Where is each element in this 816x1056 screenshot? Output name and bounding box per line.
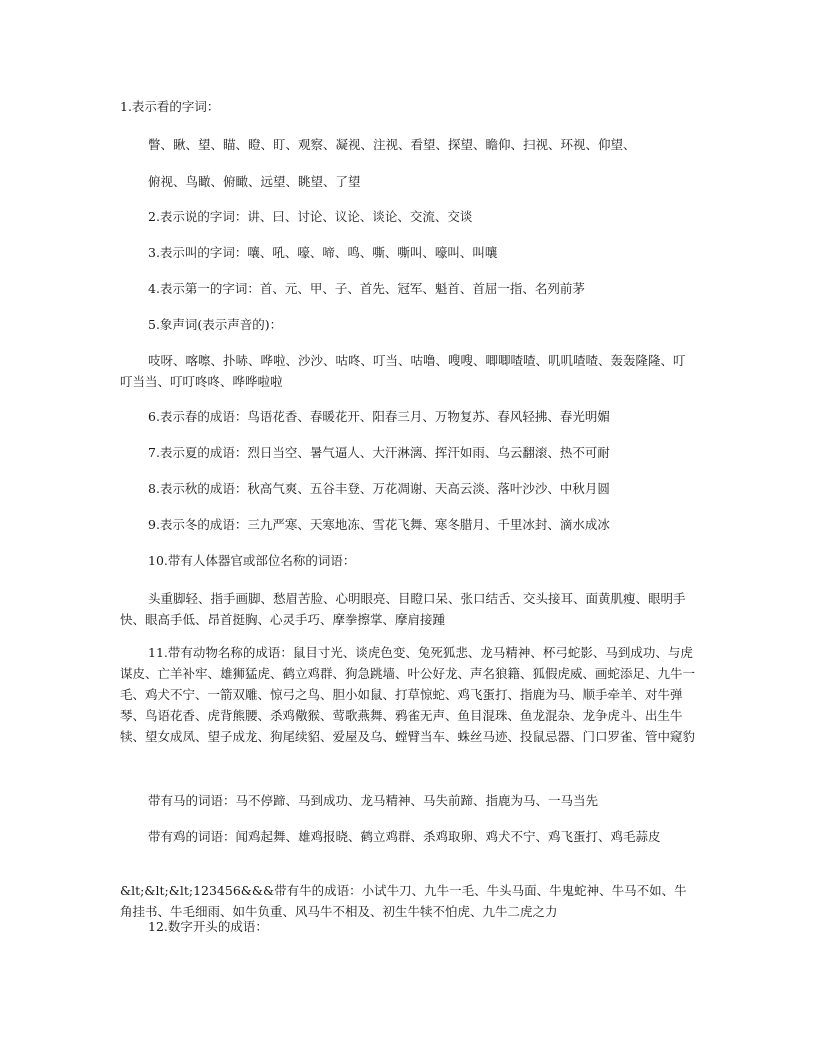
chicken-words: 带有鸡的词语：闻鸡起舞、雄鸡报晓、鹤立鸡群、杀鸡取卵、鸡犬不宁、鸡飞蛋打、鸡毛蒜皮	[148, 829, 661, 844]
first-words: 4.表示第一的字词：首、元、甲、子、首先、冠军、魁首、首屈一指、名列前茅	[148, 281, 585, 296]
heading-onomatopoeia: 5.象声词(表示声音的)：	[148, 317, 283, 332]
say-words: 2.表示说的字词：讲、曰、讨论、议论、谈论、交流、交谈	[148, 209, 473, 224]
summer-idioms: 7.表示夏的成语：烈日当空、暑气逼人、大汗淋漓、挥汗如雨、乌云翻滚、热不可耐	[148, 445, 610, 460]
winter-idioms: 9.表示冬的成语：三九严寒、天寒地冻、雪花飞舞、寒冬腊月、千里冰封、滴水成冰	[148, 517, 610, 532]
spring-idioms: 6.表示春的成语：鸟语花香、春暖花开、阳春三月、万物复苏、春风轻拂、春光明媚	[148, 409, 610, 424]
onomatopoeia-list: 吱呀、喀嚓、扑哧、哗啦、沙沙、咕咚、叮当、咕噜、嗖嗖、唧唧喳喳、叽叽喳喳、轰轰隆隆、叮叮当当、叮叮咚咚、哗哗啦啦	[120, 353, 686, 389]
animal-idioms: 11.带有动物名称的成语：鼠目寸光、谈虎色变、兔死狐悲、龙马精神、杯弓蛇影、马到成功、与虎谋皮、亡羊补牢、雄狮猛虎、鹤立鸡群、狗急跳墙、叶公好龙、声名狼籍、狐假虎威、画蛇添足、九牛一毛、鸡犬不宁、一箭双雕、惊弓之鸟、胆小如鼠、打草惊蛇、鸡飞蛋打、指鹿为马、顺手牵羊、对牛弹琴、鸟语花香、虎背熊腰、杀鸡儆猴、莺歌燕舞、鸦雀无声、鱼目混珠、鱼龙混杂、龙争虎斗、出生牛犊、望女成凤、望子成龙、狗尾续貂、爱屋及乌、螳臂当车、蛛丝马迹、投鼠忌器、门口罗雀、管中窥豹	[120, 645, 696, 744]
look-words-line-2: 俯视、鸟瞰、俯瞰、远望、眺望、了望	[148, 174, 361, 189]
heading-number-idioms: 12.数字开头的成语：	[148, 919, 268, 934]
body-part-words-list: 头重脚轻、指手画脚、愁眉苦脸、心明眼亮、目瞪口呆、张口结舌、交头接耳、面黄肌瘦、眼明手快、眼高手低、昂首挺胸、心灵手巧、摩拳擦掌、摩肩接踵	[120, 591, 686, 627]
ox-idioms: &lt;&lt;&lt;123456&&&带有牛的成语：小试牛刀、九牛一毛、牛头马面、牛鬼蛇神、牛马不如、牛角挂书、牛毛细雨、如牛负重、风马牛不相及、初生牛犊不怕虎、九牛二虎之力	[120, 883, 687, 919]
horse-words: 带有马的词语：马不停蹄、马到成功、龙马精神、马失前蹄、指鹿为马、一马当先	[148, 793, 599, 808]
look-words-line-1: 瞥、瞅、望、瞄、瞪、盯、观察、凝视、注视、看望、探望、瞻仰、扫视、环视、仰望、	[148, 137, 636, 152]
call-words: 3.表示叫的字词：嚷、吼、嚎、啼、鸣、嘶、嘶叫、嚎叫、叫嚷	[148, 245, 498, 260]
heading-look-words: 1.表示看的字词：	[120, 99, 220, 114]
autumn-idioms: 8.表示秋的成语：秋高气爽、五谷丰登、万花凋谢、天高云淡、落叶沙沙、中秋月圆	[148, 481, 610, 496]
heading-body-part-words: 10.带有人体器官或部位名称的词语：	[148, 553, 356, 568]
